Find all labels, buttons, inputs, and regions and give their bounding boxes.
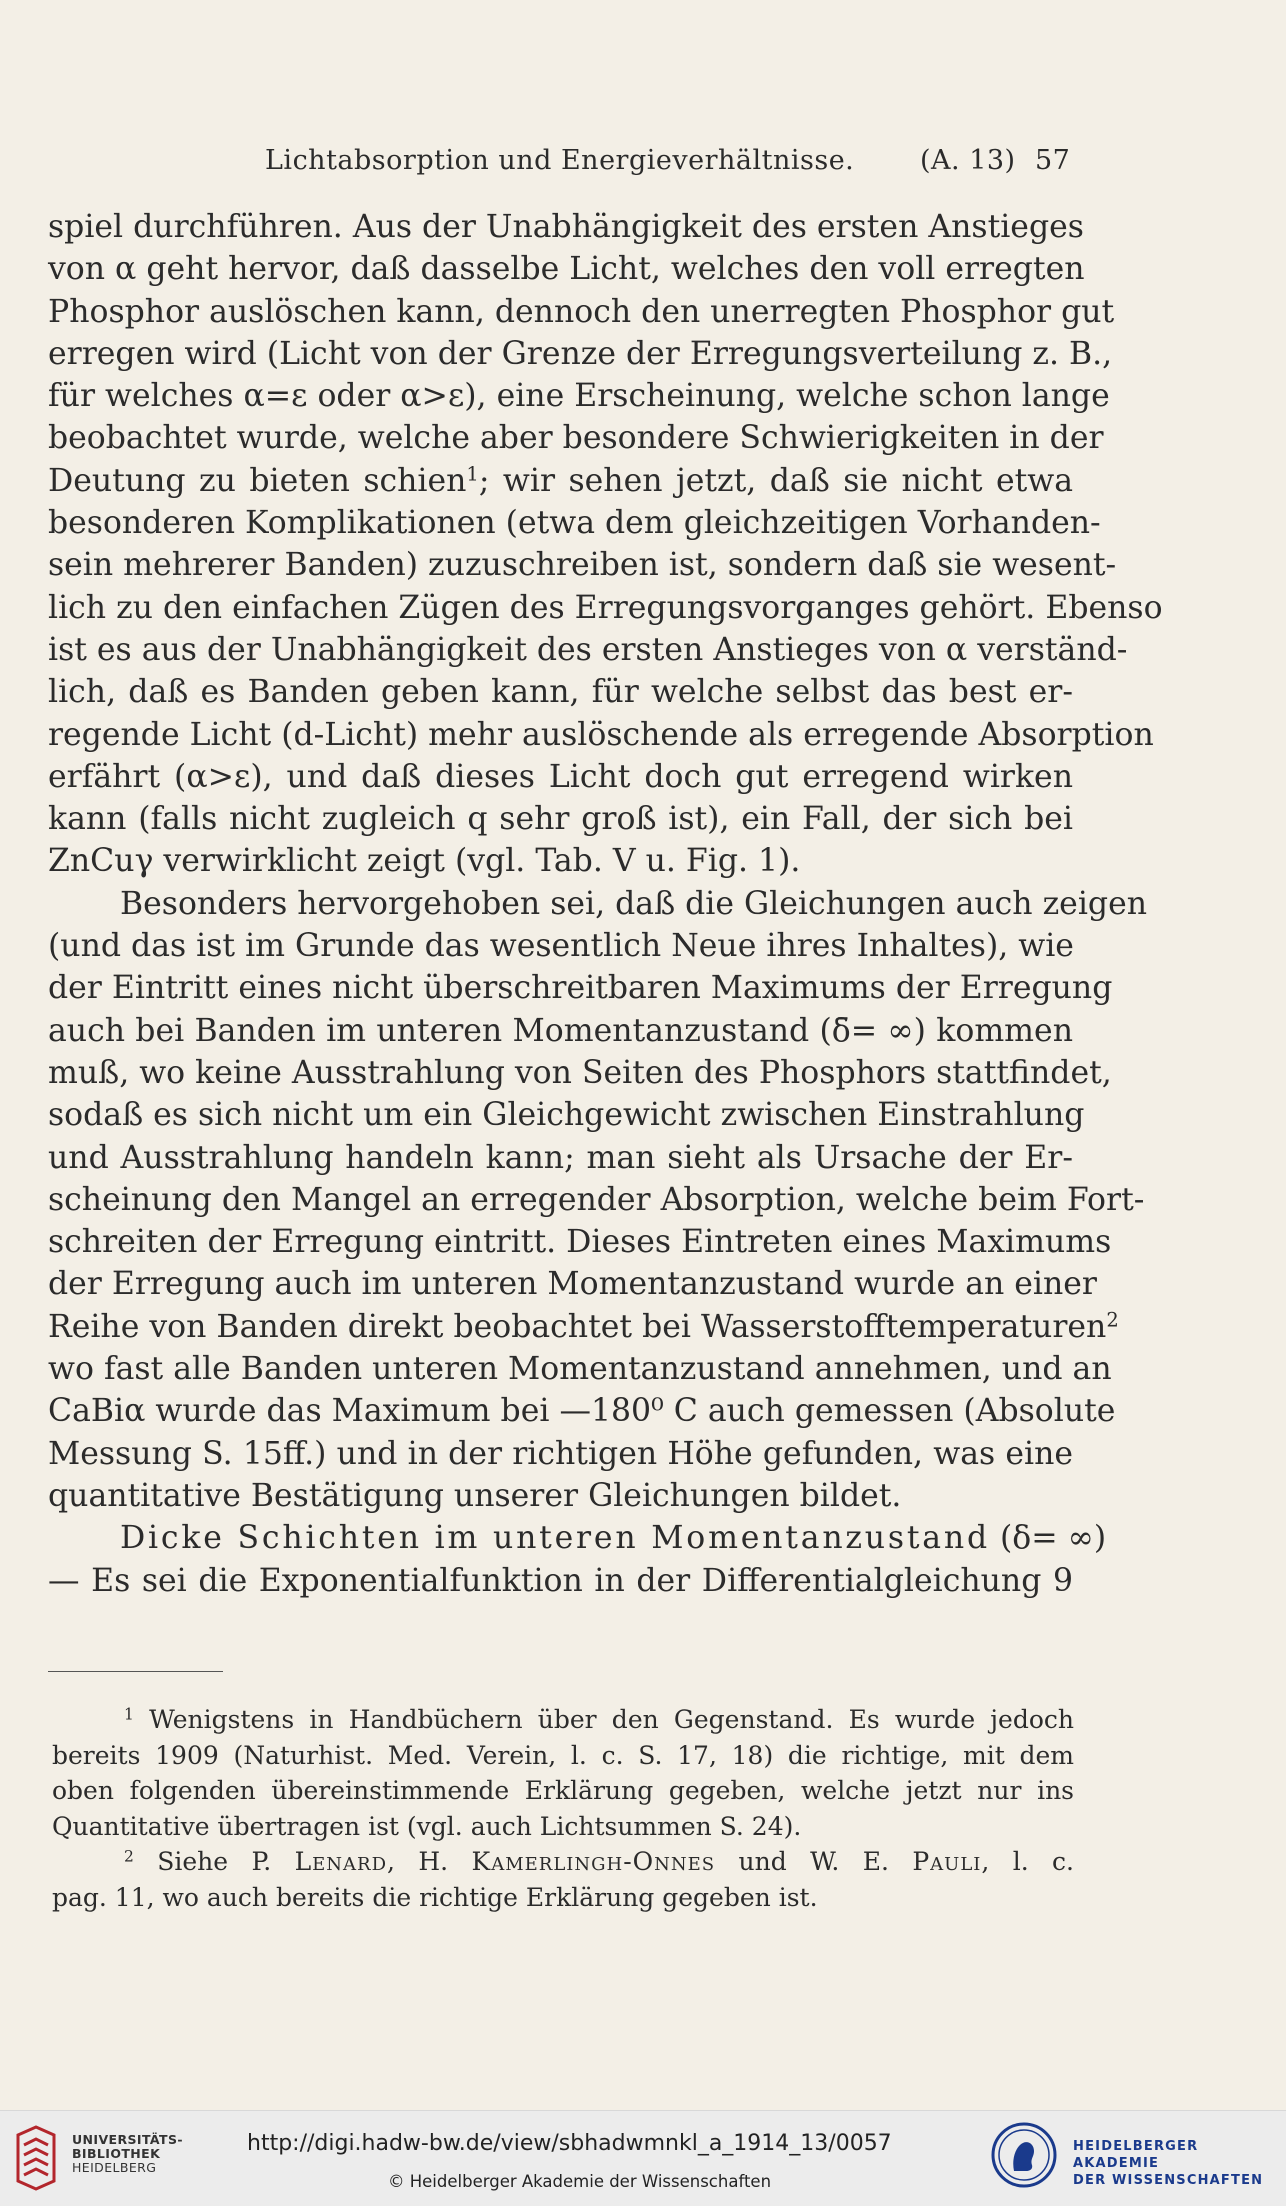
text-line: quantitative Bestätigung unserer Gleichungen bildet. [48,1477,902,1514]
body-text [48,206,1163,1602]
text-line: erfährt (α>ε), und daß dieses Licht doch gut erregend wirken [48,758,1073,795]
text-line: spiel durchführen. Aus der Unabhängigkeit des ersten Anstieges [48,209,1084,245]
footnote-1 [52,1702,1074,1738]
permalink-url[interactable]: http://digi.hadw-bw.de/view/sbhadwmnkl_a_1914_13/0057 [247,2131,892,2156]
text-line: scheinung den Mangel an erregender Absorption, welche beim Fort- [48,1181,1145,1218]
text-line: (und das ist im Grunde das wesentlich Neue ihres Inhaltes), wie [48,928,1074,965]
author-name: Lenard [294,1847,388,1876]
academy-name-line: DER WISSENSCHAFTEN [1073,2173,1264,2188]
running-head-reference: (A. 13) [920,145,1016,176]
library-name-line: HEIDELBERG [72,2160,157,2175]
footnote-text: und W. E. [738,1847,889,1876]
text-line: für welches α=ε oder α>ε), eine Erscheinung, welche schon lange [48,378,1110,415]
footnote-separator [48,1671,223,1672]
running-head-title: Lichtabsorption und Energieverhältnisse. [265,145,855,176]
footnote-marker: 2 [124,1847,134,1866]
text-line: sein mehrerer Banden) zuzuschreiben ist, sondern daß sie wesent- [48,547,1117,584]
section-heading-line [48,1517,1107,1559]
text-line: Phosphor auslöschen kann, dennoch den unerregten Phosphor gut [48,293,1115,330]
text-line: und Ausstrahlung handeln kann; man sieht als Ursache der Er- [48,1139,1073,1176]
footnote-text: Siehe P. [157,1847,272,1876]
university-library-name [72,2133,183,2175]
text-line: — Es sei die Exponentialfunktion in der Differentialgleichung 9 [48,1562,1073,1599]
page-number: 57 [1035,145,1071,176]
text-fragment: ; wir sehen jetzt, daß sie nicht etwa [478,462,1073,499]
text-line: beobachtet wurde, welche aber besondere Schwierigkeiten in der [48,420,1104,457]
footnote-text: Wenigstens in Handbüchern über den Gegenstand. Es wurde jedoch [149,1705,1075,1734]
text-line: lich, daß es Banden geben kann, für welche selbst das best er- [48,674,1073,711]
text-line: Messung S. 15ff.) und in der richtigen Höhe gefunden, was eine [48,1435,1073,1472]
text-line: der Erregung auch im unteren Momentanzustand wurde an einer [48,1266,1097,1303]
academy-name [1073,2138,1286,2189]
text-line [48,1306,1119,1348]
text-line [48,460,1073,502]
text-line: regende Licht (d-Licht) mehr auslöschende als erregende Absorption [48,716,1154,753]
text-line: ZnCuγ verwirklicht zeigt (vgl. Tab. V u. Fig. 1). [48,843,801,880]
text-line: wo fast alle Banden unteren Momentanzustand annehmen, und an [48,1351,1112,1388]
text-line: auch bei Banden im unteren Momentanzustand (δ̄= ∞) kommen [48,1012,1073,1049]
academy-seal-icon [990,2121,1058,2189]
footnote-line: bereits 1909 (Naturhist. Med. Verein, l. c. S. 17, 18) die richtige, mit dem [52,1740,1074,1770]
author-name: Pauli [912,1847,982,1876]
text-line: CaBiα wurde das Maximum bei —180⁰ C auch gemessen (Absolute [48,1393,1116,1430]
text-line: schreiten der Erregung eintritt. Dieses Eintreten eines Maximums [48,1224,1112,1261]
footnote-line: pag. 11, wo auch bereits die richtige Erklärung gegeben ist. [52,1882,818,1912]
text-line: erregen wird (Licht von der Grenze der Erregungsverteilung z. B., [48,335,1113,372]
section-heading: Dicke Schichten im unteren Momentanzustand [120,1520,990,1557]
footnote-reference-1: 1 [466,462,479,486]
section-heading-condition: (δ= ∞) [999,1520,1107,1557]
text-line: der Eintritt eines nicht überschreitbaren Maximums der Erregung [48,970,1113,1007]
copyright-notice: © Heidelberger Akademie der Wissenschaften [388,2172,772,2191]
viewer-footer [0,2110,1286,2206]
academy-name-line: HEIDELBERGER AKADEMIE [1073,2139,1199,2171]
footnote-text: , l. c. [981,1847,1075,1876]
text-line: von α geht hervor, daß dasselbe Licht, welches den voll erregten [48,251,1085,288]
footnote-marker: 1 [124,1705,134,1724]
text-line: muß, wo keine Ausstrahlung von Seiten des Phosphors stattfindet, [48,1054,1112,1091]
footnotes [52,1702,1074,1915]
university-library-logo-icon [14,2125,58,2191]
footnote-text: , H. [387,1847,449,1876]
text-line: sodaß es sich nicht um ein Gleichgewicht zwischen Einstrahlung [48,1097,1085,1134]
footnote-reference-2: 2 [1106,1307,1119,1331]
text-line: kann (falls nicht zugleich q sehr groß ist), ein Fall, der sich bei [48,801,1073,838]
text-fragment: Reihe von Banden direkt beobachtet bei Wasserstofftemperaturen [48,1308,1107,1345]
library-name-line: BIBLIOTHEK [72,2146,161,2161]
footnote-line: oben folgenden übereinstimmende Erklärung gegeben, welche jetzt nur ins [52,1776,1074,1805]
library-name-line: UNIVERSITÄTS- [72,2132,183,2147]
text-fragment: Deutung zu bieten schien [48,462,467,499]
text-line: Besonders hervorgehoben sei, daß die Gleichungen auch zeigen [120,885,1147,922]
text-line: besonderen Komplikationen (etwa dem gleichzeitigen Vorhanden- [48,505,1101,542]
author-name: Kamerlingh-Onnes [471,1847,716,1876]
footnote-line: Quantitative übertragen ist (vgl. auch Lichtsummen S. 24). [52,1811,802,1841]
footnote-2 [52,1844,1074,1880]
text-line: lich zu den einfachen Zügen des Erregungsvorganges gehört. Ebenso [48,589,1163,626]
text-line: ist es aus der Unabhängigkeit des ersten Anstieges von α verständ- [48,631,1128,668]
